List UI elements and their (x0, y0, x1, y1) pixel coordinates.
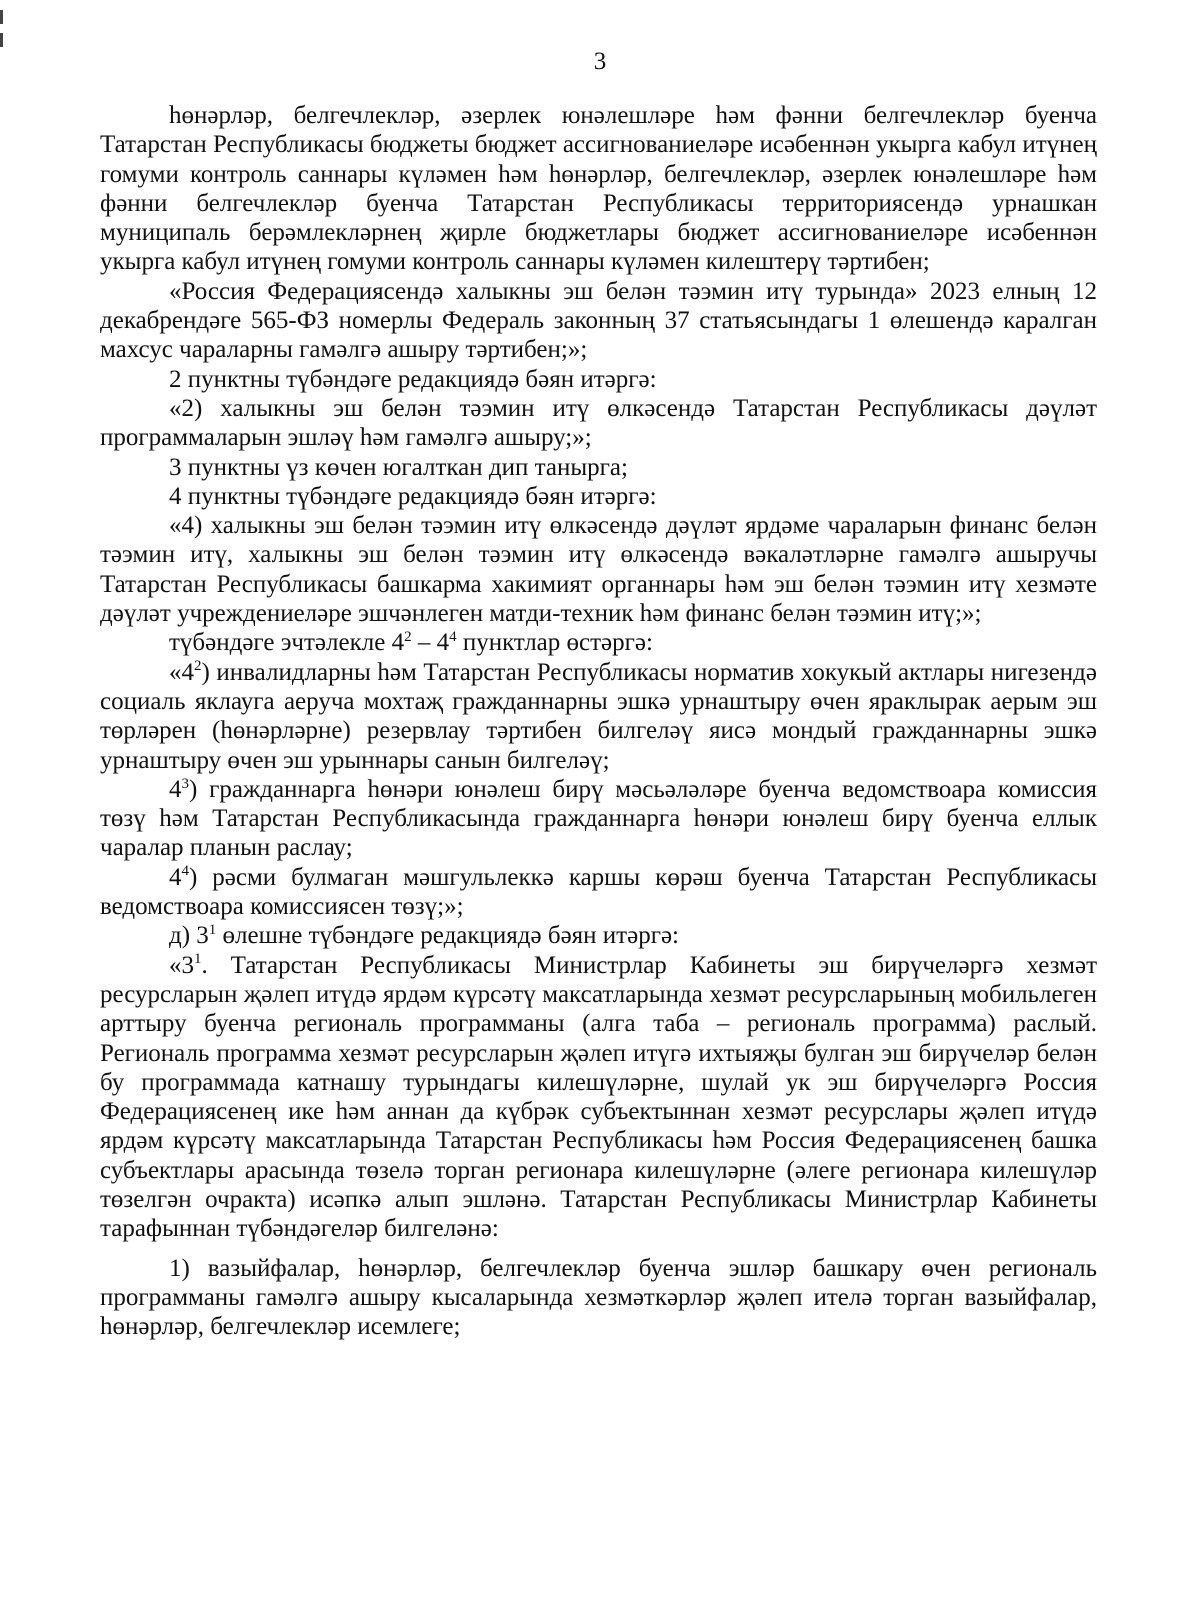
paragraph-text: – 4 (411, 629, 450, 657)
paragraph-text: «3 (169, 951, 194, 979)
paragraph-text: пунктлар өстәргә: (456, 629, 653, 657)
superscript: 1 (208, 921, 217, 938)
paragraph-text: ) рәсми булмаган мәшгульлеккә каршы көрәш буенча Татарстан Республикасы ведомствоара комиссиясен төзү;»; (100, 863, 1097, 921)
paragraph: «2) халыкны эш белән тәэмин итү өлкәсендә Татарстан Республикасы дәүләт программаларын эшләү һәм гамәлгә ашыру;»; (100, 394, 1097, 452)
paragraph: һөнәрләр, белгечлекләр, әзерлек юнәлешләре һәм фәнни белгечлекләр буенча Татарстан Республикасы бюджеты бюджет ассигнованиеләре исәбеннән укырга кабул итүнең гомуми контроль саннары күләмен һәм һөнәрләр, белгечлекләр, әзерлек юнәлешләре һәм фәнни белгечлекләр буенча Татарстан Республикасы территориясендә урнашкан муниципаль берәмлекләрнең җирле бюджетлары бюджет ассигнованиеләре исәбеннән укырга кабул итүнең гомуми контроль саннары күләмен килештерү тәртибен; (100, 102, 1097, 276)
superscript: 4 (181, 863, 189, 880)
paragraph (100, 775, 1097, 863)
paragraph (100, 951, 1097, 1244)
paragraph-text: өлешне түбәндәге редакциядә бәян итәргә: (216, 922, 679, 950)
paragraph-text: 4 (169, 775, 182, 803)
paragraph (100, 628, 1097, 657)
paragraph-text: түбәндәге эчтәлекле 4 (169, 629, 405, 657)
superscript: 1 (194, 951, 202, 968)
paragraph-text: . Татарстан Республикасы Министрлар Кабинеты эш бирүчеләргә хезмәт ресурсларын җәлеп итүдә ярдәм күрсәтү максатларында хезмәт ресурсларының мобильлеген арттыру буенча региональ программаны (алга таба – региональ программа) раслый. Региональ программа хезмәт ресурсларын җәлеп итүгә ихтыяҗы булган эш бирүчеләр белән бу программада катнашу турындагы килешүләрне, шулай ук эш бирүчеләргә Россия Федерациясенең ике һәм аннан да күбрәк субъектыннан хезмәт ресурслары җәлеп итүдә ярдәм күрсәтү максатларында Татарстан Республикасы һәм Россия Федерациясенең башка субъектлары арасында төзелә торган регионара килешүләрне (әлеге регионара килешүләр төзелгән очракта) исәпкә алып эшләнә. Татарстан Республикасы Министрлар Кабинеты тарафыннан түбәндәгеләр билгеләнә: (100, 951, 1097, 1243)
paragraph (100, 863, 1097, 922)
scan-edge-mark (0, 10, 3, 24)
superscript: 2 (404, 629, 412, 646)
paragraph-text: ) гражданнарга һөнәри юнәлеш бирү мәсьәләләре буенча ведомствоара комиссия төзү һәм Татарстан Республикасында гражданнарга һөнәри юнәлеш бирү буенча еллык чаралар планын раслау; (100, 775, 1097, 862)
superscript: 2 (194, 658, 202, 675)
paragraph: 1) вазыйфалар, һөнәрләр, белгечлекләр буенча эшләр башкару өчен региональ программаны гамәлгә ашыру кысаларында хезмәткәрләр җәлеп ителә торган вазыйфалар, һөнәрләр, белгечлекләр исемлеге; (100, 1254, 1097, 1341)
paragraph (100, 921, 1097, 950)
superscript: 4 (449, 629, 457, 646)
paragraph-text: 4 (169, 863, 182, 891)
paragraph: 4 пунктны түбәндәге редакциядә бәян итәргә: (169, 482, 657, 510)
scan-edge-mark (0, 33, 3, 47)
paragraph (100, 658, 1097, 775)
paragraph-text: д) 3 (169, 922, 209, 950)
paragraph: 2 пунктны түбәндәге редакциядә бәян итәргә: (169, 365, 657, 393)
paragraph: «4) халыкны эш белән тәэмин итү өлкәсендә дәүләт ярдәме чараларын финанс белән тәэмин итү, халыкны эш белән тәэмин итү өлкәсендә вәкаләтләрне гамәлгә ашыручы Татарстан Республикасы башкарма хакимият органнары һәм эш белән тәэмин итү хезмәте дәүләт учреждениеләре эшчәнлеген матди-техник һәм финанс белән тәэмин итү;»; (100, 512, 1097, 628)
page-number: 3 (593, 48, 607, 75)
document-body (100, 101, 1097, 1341)
paragraph: «Россия Федерациясендә халыкны эш белән тәэмин итү турында» 2023 елның 12 декабрендәге 565-ФЗ номерлы Федераль законның 37 статьясындагы 1 өлешендә каралган махсус чараларны гамәлгә ашыру тәртибен;»; (100, 277, 1097, 364)
paragraph-text: «4 (169, 658, 194, 686)
superscript: 3 (181, 775, 189, 792)
paragraph-text: ) инвалидларны һәм Татарстан Республикасы норматив хокукый актлары нигезендә социаль яклауга аеруча мохтаҗ гражданнарны эшкә урнаштыру өчен яраклырак аерым эш төрләрен (һөнәрләрне) резервлау тәртибен билгеләү яисә мондый гражданнарны эшкә урнаштыру өчен эш урыннары санын билгеләү; (100, 658, 1097, 774)
paragraph: 3 пунктны үз көчен югалткан дип танырга; (169, 453, 628, 481)
